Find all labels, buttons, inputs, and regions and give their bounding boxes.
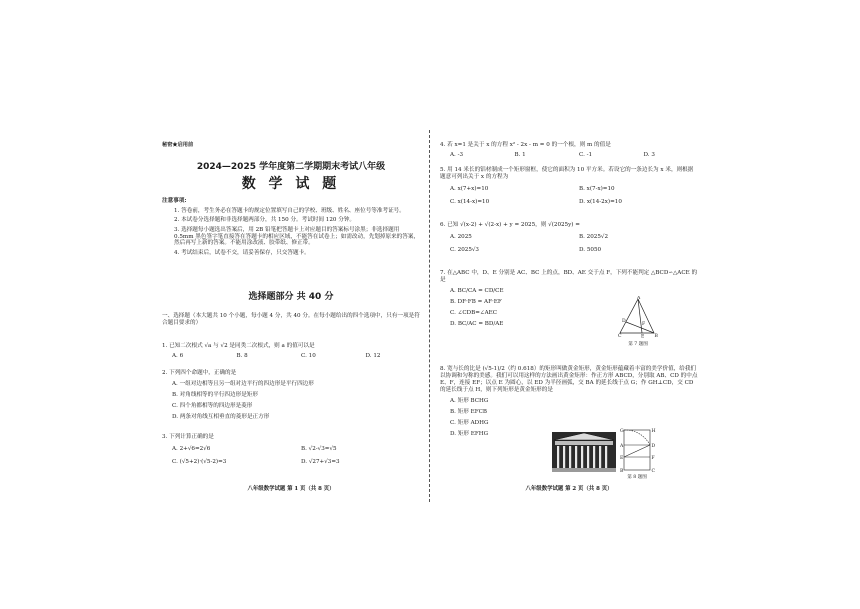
label-b: B xyxy=(620,469,624,474)
option-d: D. 12 xyxy=(365,352,381,359)
option-c: C. 10 xyxy=(301,352,316,359)
option-c: C. 四个角都相等的四边形是菱形 xyxy=(172,402,253,409)
option-d: D. BC/AC = BD/AE xyxy=(450,320,504,327)
option-a: A. 2025 xyxy=(450,233,472,240)
page-footer: 八年级数学试题 第 2 页（共 8 页） xyxy=(525,486,613,492)
section-heading: 选择题部分 共 40 分 xyxy=(248,292,334,302)
triangle-abc xyxy=(620,299,654,333)
golden-rectangle-figure xyxy=(550,426,658,480)
label-f: F xyxy=(651,456,655,461)
option-a: A. 矩形 BCHG xyxy=(450,397,489,404)
option-c: C. 2025√3 xyxy=(450,246,479,253)
note-item: 3. 选择题每小题选出答案后，用 2B 铅笔把答题卡上对应题目的答案标号涂黑；非选择题用 0.5mm 黑色签字笔直接答在答题卡的相应区域，不能答在试卷上；如需改动，先划掉原来的答案，然后再写上新的答案。不能用涂改液、胶带纸、修正带。 xyxy=(174,226,420,247)
question-stem: 1. 已知二次根式 √a 与 √2 是同类二次根式，则 a 的值可以是 xyxy=(162,343,315,349)
label-b: B xyxy=(654,334,658,339)
option-a: A. 2+√6=2√6 xyxy=(172,445,211,452)
figure-caption: 第 7 题图 xyxy=(628,342,648,347)
parthenon-image xyxy=(552,432,616,472)
exam-page-right xyxy=(440,130,698,500)
option-b: B. 矩形 EFCB xyxy=(450,408,487,415)
section-description: 一、选择题（本大题共 10 个小题，每小题 4 分，共 40 分。在每小题给出的四个选项中，只有一项是符合题目要求的） xyxy=(162,313,420,326)
option-d: D. 两条对角线互相垂直的菱形是正方形 xyxy=(172,413,270,420)
option-d: D. x(14-2x)=10 xyxy=(579,198,622,205)
option-d: D. √27+√3=3 xyxy=(301,458,340,465)
option-b: B. √2-√3=√5 xyxy=(301,445,337,452)
label-d: D xyxy=(622,319,626,324)
option-c: C. 矩形 ADHG xyxy=(450,419,489,426)
label-h: H xyxy=(651,429,656,434)
question-stem: 7. 在△ABC 中，D、E 分别是 AC、BC 上的点，BD、AE 交于点 F，下列不能判定 △BCD∽△ACE 的是 xyxy=(440,270,698,283)
exam-page-left xyxy=(162,130,420,500)
question-stem: 4. 若 x=1 是关于 x 的方程 x² - 2x - m = 0 的一个根，则 m 的值是 xyxy=(440,142,611,148)
option-b: B. x(7-x)=10 xyxy=(579,185,615,192)
note-item: 4. 考试结束后，试卷不交，请妥善保存，只交答题卡。 xyxy=(174,249,310,256)
page-footer: 八年级数学试题 第 1 页（共 8 页） xyxy=(247,486,335,492)
figure-caption: 第 8 题图 xyxy=(627,475,647,480)
label-c: C xyxy=(651,469,656,474)
option-b: B. 2025√2 xyxy=(579,233,609,240)
option-c: C. x(14-x)=10 xyxy=(450,198,490,205)
question-3 xyxy=(162,434,420,469)
rectangle-gh xyxy=(624,430,650,470)
subject-title: 数 学 试 题 xyxy=(241,176,341,192)
option-b: B. 1 xyxy=(514,151,526,158)
segment-ae xyxy=(638,299,642,333)
arc-eg xyxy=(624,430,650,445)
option-a: A. x(7+x)=10 xyxy=(450,185,489,192)
question-stem: 3. 下列计算正确的是 xyxy=(162,434,214,440)
question-7 xyxy=(440,270,698,332)
question-5 xyxy=(440,167,698,209)
question-4 xyxy=(440,142,698,159)
question-stem: 6. 已知 √(x-2) + √(2-x) + y = 2025，则 √(2025y) = xyxy=(440,222,580,228)
option-a: A. 一组对边相等且另一组对边平行的四边形是平行四边形 xyxy=(172,380,314,387)
label-f: F xyxy=(642,322,646,327)
question-stem: 5. 用 14 米长的铝材制成一个矩形窗框，使它的面积为 10 平方米。若设它的一条边长为 x 米，则根据题意可列出关于 x 的方程为 xyxy=(440,167,694,180)
label-e: E xyxy=(620,456,624,461)
page-fold-line xyxy=(429,130,430,502)
option-b: B. 对角线相等的平行四边形是矩形 xyxy=(172,391,258,398)
label-a: A xyxy=(620,444,624,449)
label-d: D xyxy=(651,444,656,449)
option-d: D. 矩形 EFHG xyxy=(450,430,489,437)
label-a: A xyxy=(637,296,641,301)
option-a: A. BC/CA = CD/CE xyxy=(450,287,504,294)
label-e: E xyxy=(641,334,645,340)
option-a: A. 6 xyxy=(172,352,184,359)
option-c: C. -1 xyxy=(579,151,593,158)
question-1 xyxy=(162,343,420,360)
confidential-mark: 秘密★启用前 xyxy=(162,142,194,148)
question-stem: 2. 下列四个命题中，正确的是 xyxy=(162,370,237,376)
question-2 xyxy=(162,370,420,425)
question-6 xyxy=(440,222,698,257)
question-stem: 8. 宽与长的比是 (√5-1)/2（约 0.618）的矩形叫做黄金矩形，黄金矩形蕴藏着丰富的美学价值，给我们以协调和匀称的美感。我们可以用这样的方法画出黄金矩形：作正方形 ABCD，分别取 AB、CD 的中点 E、F，连接 EF；以点 E 为圆心，以 ED 为半径画弧，交 BA 的延长线于点 G；作 GH⊥CD，交 CD 的延长线于点 H，则下列矩形是黄金矩形的是 xyxy=(440,366,698,393)
option-b: B. 8 xyxy=(236,352,248,359)
option-c: C. (√5+2)·(√5-2)=3 xyxy=(172,458,227,465)
option-d: D. 5050 xyxy=(579,246,602,253)
label-g: G xyxy=(620,429,624,434)
notes-heading: 注意事项: xyxy=(162,198,187,205)
triangle-figure xyxy=(618,296,658,348)
option-a: A. -3 xyxy=(450,151,464,158)
option-c: C. ∠CDB=∠AEC xyxy=(450,309,497,316)
option-d: D. 3 xyxy=(643,151,655,158)
note-item: 2. 本试卷分选择题和非选择题两部分，共 150 分。考试时间 120 分钟。 xyxy=(174,217,356,224)
label-c: C xyxy=(618,334,622,339)
exam-title: 2024—2025 学年度第二学期期末考试八年级 xyxy=(196,162,386,172)
segment-ed xyxy=(624,445,650,457)
note-item: 1. 答卷前，考生务必在答题卡的规定位置填写自己的学校、班级、姓名、座位号等准考证号。 xyxy=(174,207,405,214)
notes-block xyxy=(162,196,420,259)
option-b: B. DF·FB = AF·EF xyxy=(450,298,502,305)
